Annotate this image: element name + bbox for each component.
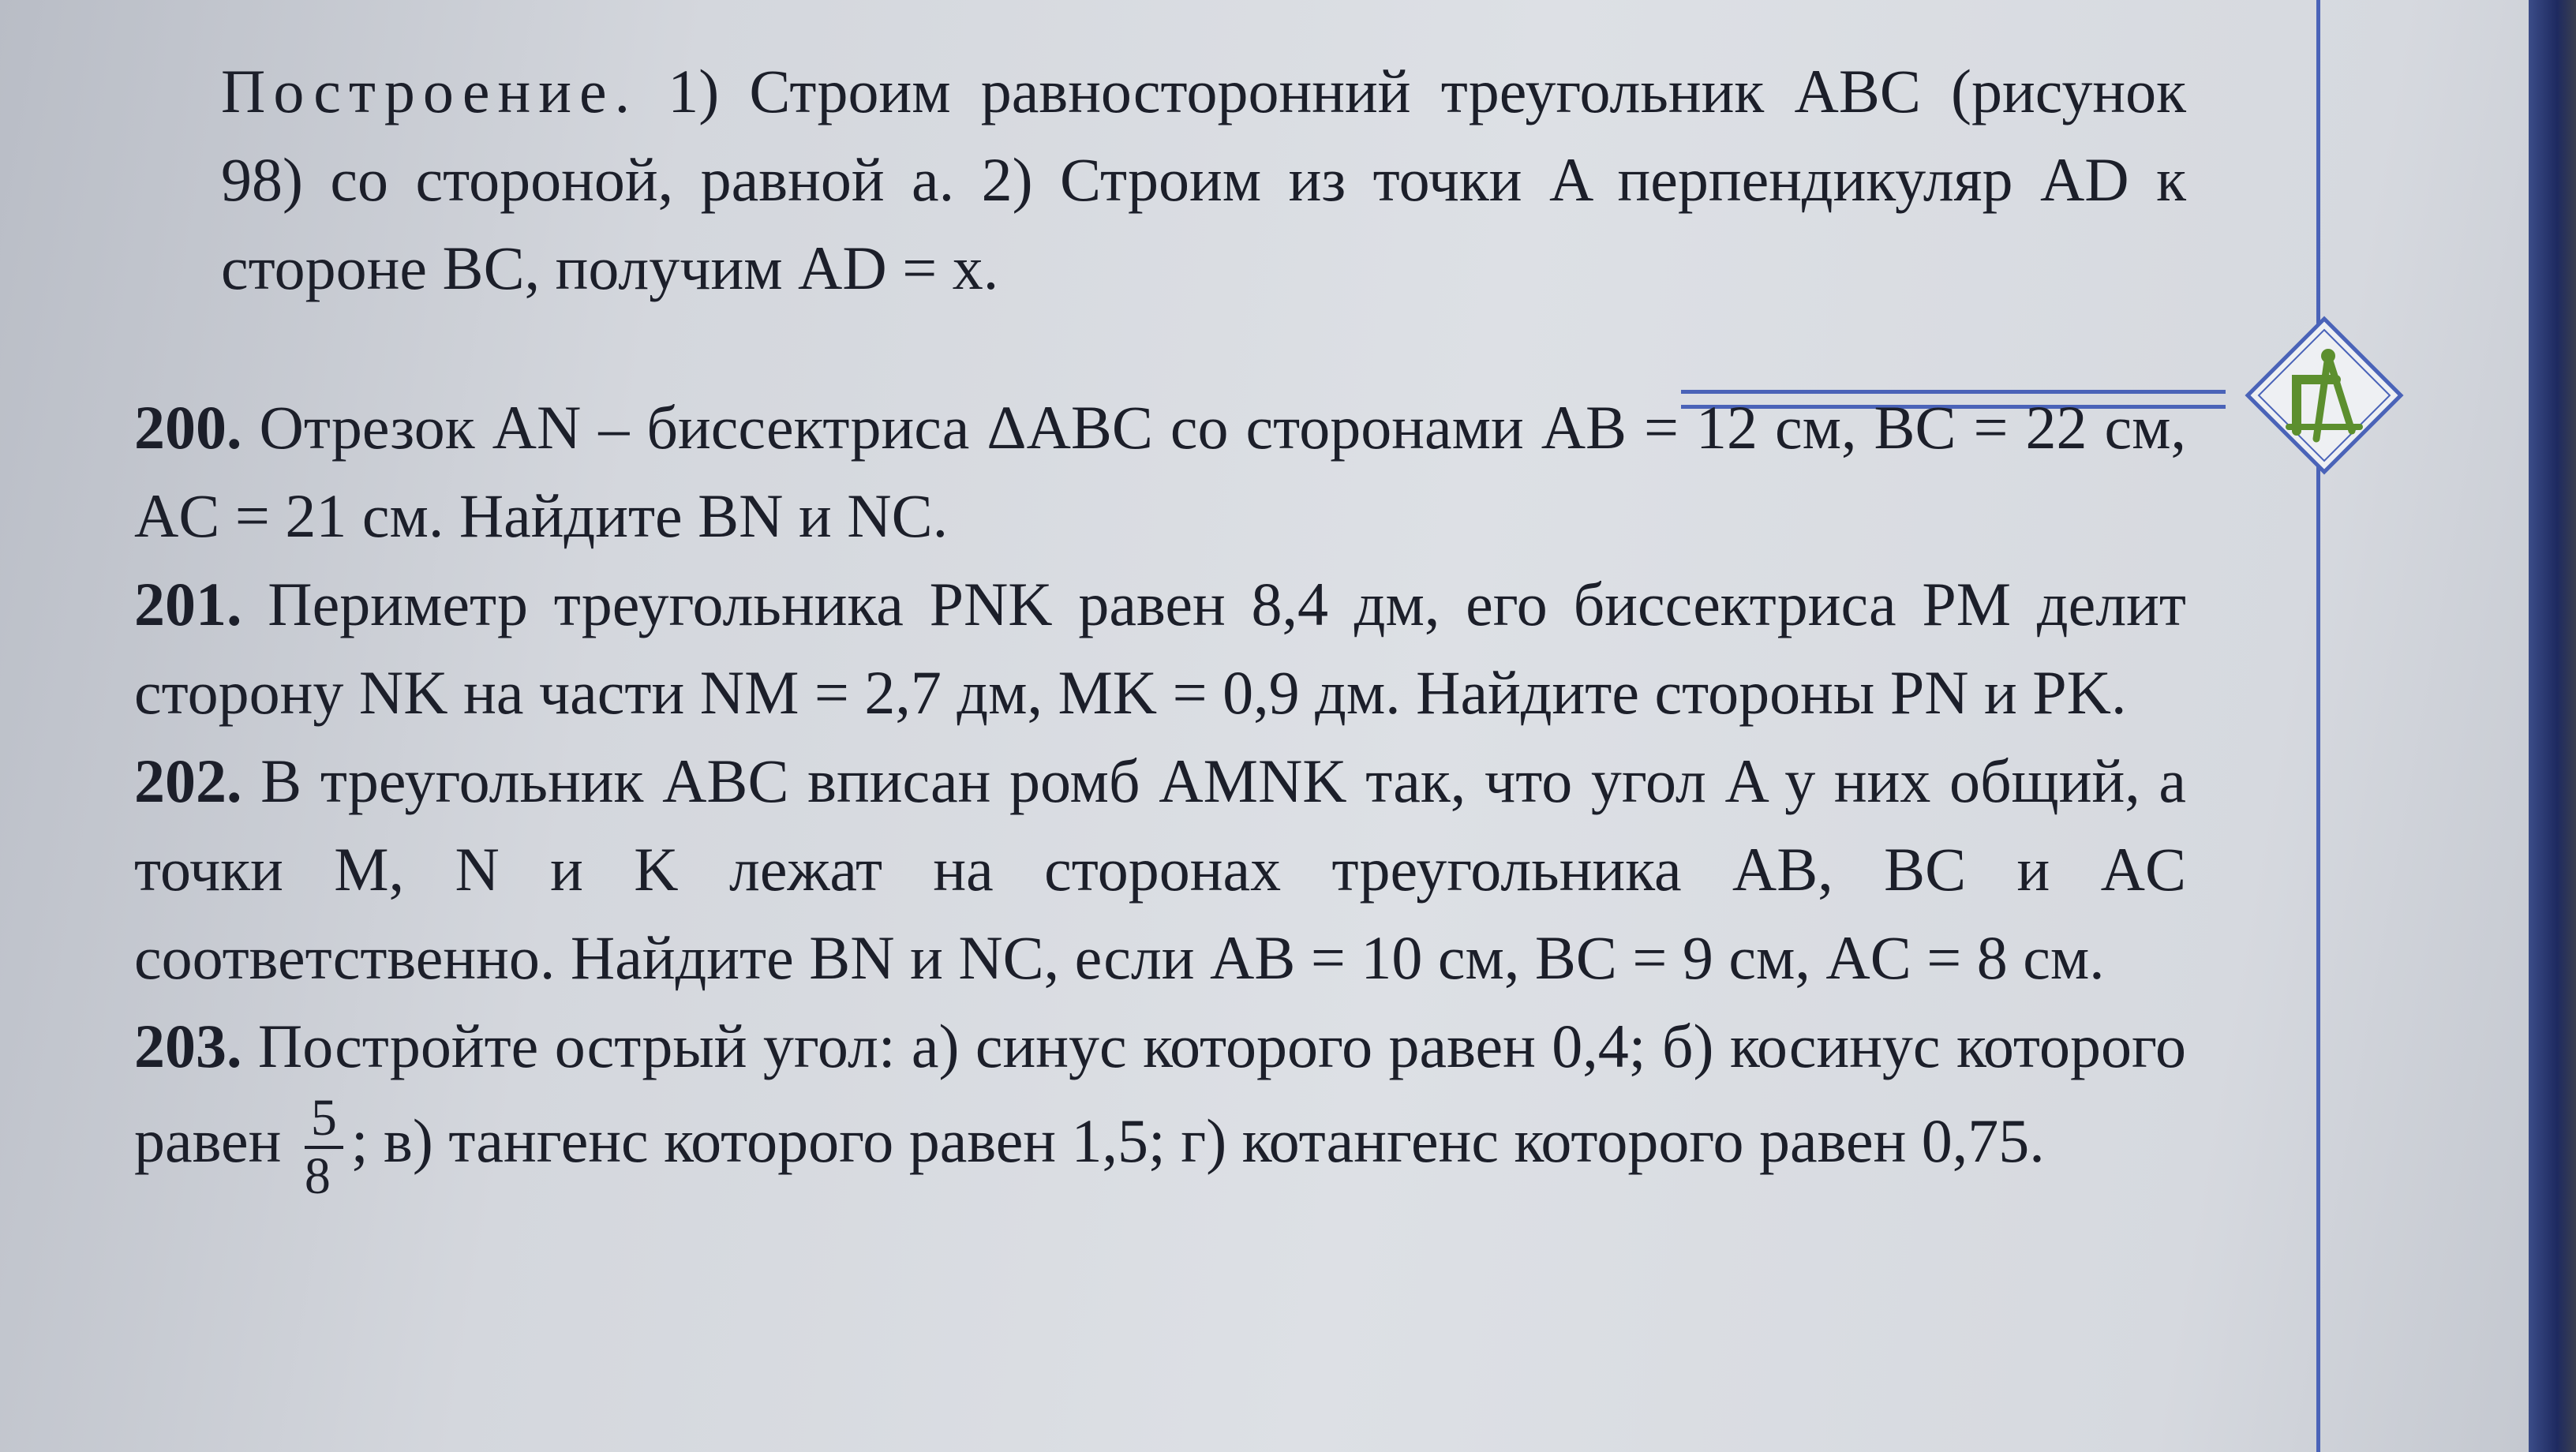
construction-paragraph xyxy=(134,47,2186,312)
construction-lead: Построение. xyxy=(221,57,638,125)
problem-number: 200. xyxy=(134,393,242,462)
problem-number: 201. xyxy=(134,570,242,638)
problem-201 xyxy=(134,560,2186,737)
problem-text-after: ; в) тангенс которого равен 1,5; г) котангенс которого равен 0,75. xyxy=(350,1106,2045,1175)
construction-text: 1) Строим равносторонний треугольник ABC (рисунок 98) со стороной, равной a. 2) Строим из точки A перпендикуляр AD к стороне BC, получим AD = x. xyxy=(221,57,2186,302)
text-content xyxy=(134,47,2186,1204)
problem-number: 202. xyxy=(134,747,242,815)
margin-rule xyxy=(2316,0,2320,1452)
problem-text: Периметр треугольника PNK равен 8,4 дм, его биссектриса PM делит сторону NK на части NM = 2,7 дм, MK = 0,9 дм. Найдите стороны PN и PK. xyxy=(134,570,2186,727)
problem-200 xyxy=(134,384,2186,560)
fraction-numerator: 5 xyxy=(305,1091,343,1149)
fraction-denominator: 8 xyxy=(304,1147,331,1205)
problem-202 xyxy=(134,737,2186,1002)
problem-203 xyxy=(134,1002,2186,1204)
compass-ruler-icon xyxy=(2241,312,2407,478)
fraction xyxy=(305,1091,343,1204)
problem-text: В треугольник ABC вписан ромб AMNK так, что угол A у них общий, а точки M, N и K лежат на сторонах треугольника AB, BC и AC соответственно. Найдите BN и NC, если AB = 10 см, BC = 9 см, AC = 8 см. xyxy=(134,747,2186,992)
problem-number: 203. xyxy=(134,1012,242,1080)
problem-text: Отрезок AN – биссектриса ΔABC со сторонами AB = 12 см, BC = 22 см, AC = 21 см. Найдите BN и NC. xyxy=(134,393,2186,550)
book-edge xyxy=(2529,0,2576,1452)
problem-text-before: Постройте острый угол: а) синус которого равен 0,4; б) косинус которого равен xyxy=(134,1012,2186,1175)
